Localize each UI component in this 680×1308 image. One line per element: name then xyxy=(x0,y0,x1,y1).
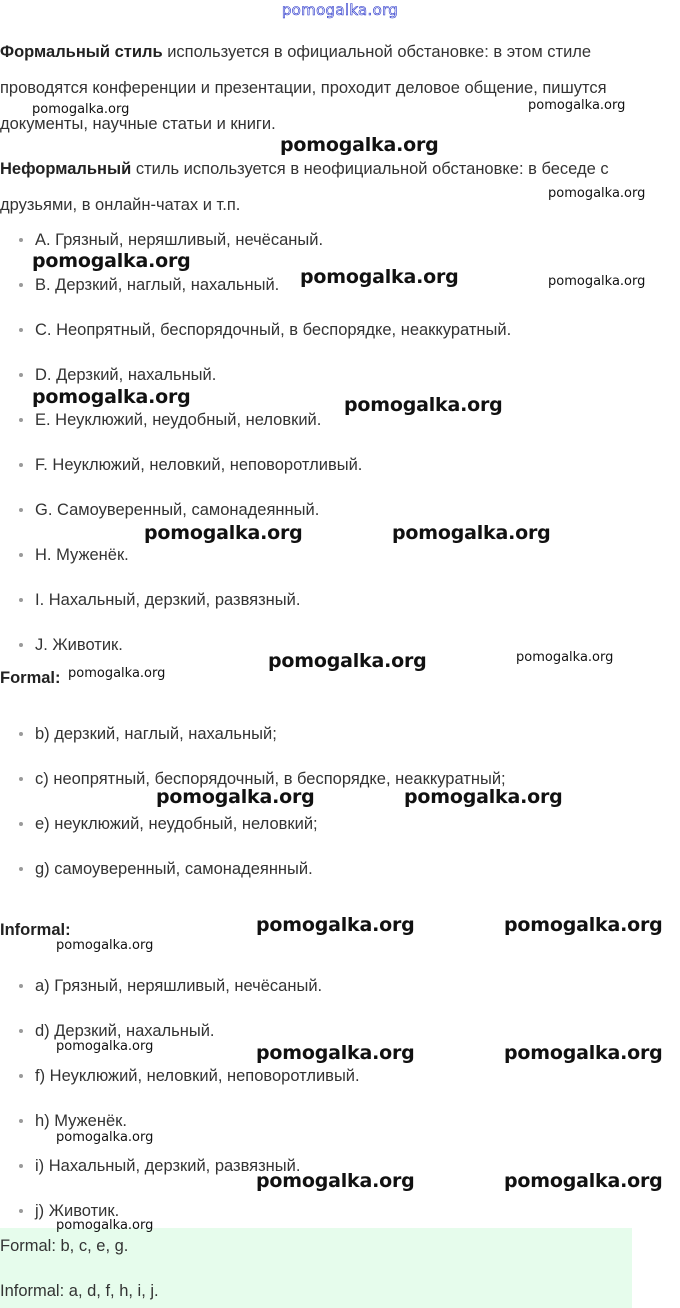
watermark: pomogalka.org xyxy=(268,650,427,672)
list-item: C. Неопрятный, беспорядочный, в беспорядке, неаккуратный. xyxy=(0,317,511,362)
list-item: h) Муженёк. xyxy=(0,1108,360,1153)
watermark: pomogalka.org xyxy=(280,134,439,156)
list-item: A. Грязный, неряшливый, нечёсаный. xyxy=(0,227,511,272)
list-item: I. Нахальный, дерзкий, развязный. xyxy=(0,587,511,632)
informal-style-term: Неформальный xyxy=(0,160,132,178)
watermark: pomogalka.org xyxy=(516,650,614,665)
formal-heading: Formal: xyxy=(0,669,61,687)
watermark: pomogalka.org xyxy=(32,250,191,272)
watermark: pomogalka.org xyxy=(256,1170,415,1192)
list-item: a) Грязный, неряшливый, нечёсаный. xyxy=(0,973,360,1018)
formal-list xyxy=(0,721,506,901)
list-item: E. Неуклюжий, неудобный, неловкий. xyxy=(0,407,511,452)
watermark: pomogalka.org xyxy=(404,786,563,808)
list-item: b) дерзкий, наглый, нахальный; xyxy=(0,721,506,766)
watermark: pomogalka.org xyxy=(548,274,646,289)
formal-style-text: используется в официальной обстановке: в этом стиле проводятся конференции и презентации, проходит деловое общение, пишутся документы, научные статьи и книги. xyxy=(0,43,607,133)
watermark: pomogalka.org xyxy=(528,98,626,113)
formal-style-paragraph xyxy=(0,34,672,142)
answer-box xyxy=(0,1228,632,1308)
list-item: D. Дерзкий, нахальный. xyxy=(0,362,511,407)
answer-informal: Informal: a, d, f, h, i, j. xyxy=(0,1282,159,1300)
watermark: pomogalka.org xyxy=(144,522,303,544)
list-item: e) неуклюжий, неудобный, неловкий; xyxy=(0,811,506,856)
list-item: c) неопрятный, беспорядочный, в беспорядке, неаккуратный; xyxy=(0,766,506,811)
list-item: H. Муженёк. xyxy=(0,542,511,587)
watermark: pomogalka.org xyxy=(504,1170,663,1192)
list-item: f) Неуклюжий, неловкий, неповоротливый. xyxy=(0,1063,360,1108)
watermark: pomogalka.org xyxy=(68,666,166,681)
watermark: pomogalka.org xyxy=(256,914,415,936)
list-item: F. Неуклюжий, неловкий, неповоротливый. xyxy=(0,452,511,497)
watermark: pomogalka.org xyxy=(504,1042,663,1064)
list-item: d) Дерзкий, нахальный. xyxy=(0,1018,360,1063)
watermark: pomogalka.org xyxy=(56,938,154,953)
watermark: pomogalka.org xyxy=(32,102,130,117)
watermark: pomogalka.org xyxy=(392,522,551,544)
watermark: pomogalka.org xyxy=(56,1130,154,1145)
informal-style-text: стиль используется в неофициальной обстановке: в беседе с друзьями, в онлайн-чатах и т.п. xyxy=(0,160,609,214)
list-item: B. Дерзкий, наглый, нахальный. xyxy=(0,272,511,317)
watermark: pomogalka.org xyxy=(56,1039,154,1054)
watermark: pomogalka.org xyxy=(32,386,191,408)
definitions-list xyxy=(0,227,511,677)
watermark: pomogalka.org xyxy=(56,1218,154,1233)
watermark: pomogalka.org xyxy=(156,786,315,808)
watermark: pomogalka.org xyxy=(548,186,646,201)
site-logo[interactable]: pomogalka.org xyxy=(281,1,399,19)
list-item: J. Животик. xyxy=(0,632,511,677)
informal-heading: Informal: xyxy=(0,921,71,939)
watermark: pomogalka.org xyxy=(256,1042,415,1064)
list-item: j) Животик. xyxy=(0,1198,360,1243)
formal-style-term: Формальный стиль xyxy=(0,43,163,61)
answer-formal: Formal: b, c, e, g. xyxy=(0,1237,129,1255)
list-item: g) самоуверенный, самонадеянный. xyxy=(0,856,506,901)
watermark: pomogalka.org xyxy=(300,266,459,288)
informal-list xyxy=(0,973,360,1243)
list-item: i) Нахальный, дерзкий, развязный. xyxy=(0,1153,360,1198)
list-item: G. Самоуверенный, самонадеянный. xyxy=(0,497,511,542)
informal-style-paragraph xyxy=(0,151,672,223)
watermark: pomogalka.org xyxy=(344,394,503,416)
watermark: pomogalka.org xyxy=(504,914,663,936)
